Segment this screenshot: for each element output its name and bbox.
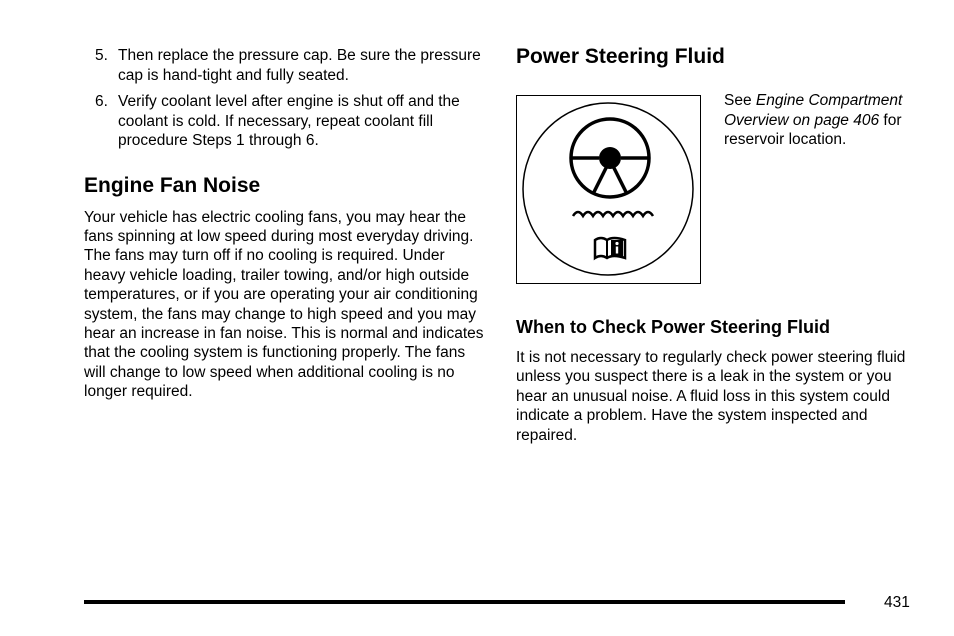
- step-number: 5.: [95, 47, 108, 64]
- footer-rule: [84, 600, 845, 604]
- right-column: [516, 44, 920, 70]
- when-to-check-section: [516, 316, 926, 445]
- step-text: Then replace the pressure cap. Be sure the pressure cap is hand-tight and fully seated.: [118, 47, 481, 84]
- page-number: 431: [884, 594, 910, 611]
- power-steering-cap-figure: [516, 95, 701, 284]
- section-heading-power-steering-fluid: Power Steering Fluid: [516, 45, 725, 68]
- step-number: 6.: [95, 93, 108, 110]
- reservoir-location-reference: [724, 91, 924, 150]
- power-steering-fluid-cap-icon: [517, 96, 699, 282]
- engine-compartment-overview-link[interactable]: Engine Compartment Overview on page 406: [724, 92, 903, 129]
- procedure-steps: [84, 46, 488, 151]
- see-prefix: See: [724, 92, 756, 109]
- step-item: [84, 46, 488, 85]
- see-suffix: for reservoir location.: [724, 111, 902, 148]
- section-heading-engine-fan-noise: Engine Fan Noise: [84, 173, 261, 197]
- when-to-check-paragraph: It is not necessary to regularly check power steering fluid unless you suspect there is a leak in the system or you hear an unusual noise. A fluid loss in this system could indicate a problem. Have the system inspected and repaired.: [516, 349, 906, 444]
- owner-manual-info-icon: [595, 238, 625, 258]
- engine-fan-noise-paragraph: Your vehicle has electric cooling fans, you may hear the fans spinning at low speed during most everyday driving. The fans may turn off if no cooling is required. Under heavy vehicle loading, trailer towing, and/or high outside temperatures, or if you are operating your air conditioning system, the fans may change to high speed and you may hear an increase in fan noise. This is normal and indicates that the cooling system is functioning properly. The fans will change to low speed when additional cooling is no longer required.: [84, 208, 484, 401]
- step-text: Verify coolant level after engine is shut off and the coolant is cold. If necessary, repeat coolant fill procedure Steps 1 through 6.: [118, 93, 460, 149]
- subheading-when-to-check: When to Check Power Steering Fluid: [516, 317, 831, 337]
- left-column: [84, 46, 488, 402]
- step-item: [84, 92, 488, 151]
